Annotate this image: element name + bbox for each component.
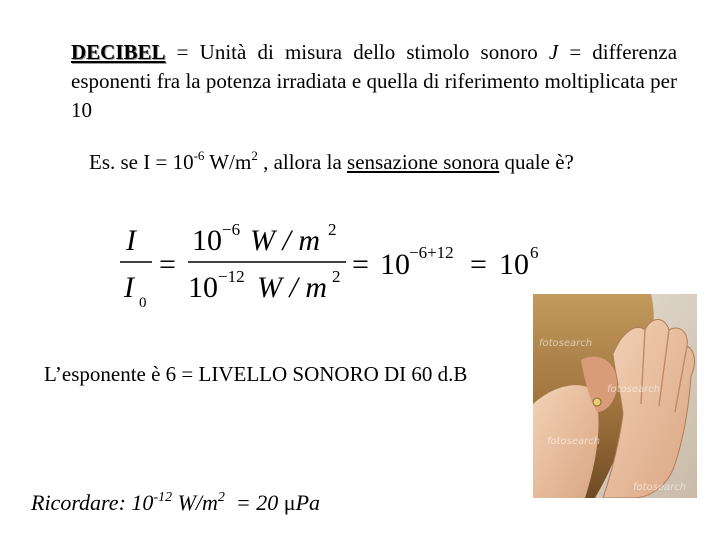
intensity-ratio-equation xyxy=(112,212,562,312)
eq-num-unit: W / m xyxy=(250,224,320,257)
eq-equals-2: = xyxy=(352,248,369,281)
eq-denominator-i: I xyxy=(124,271,134,304)
eq-num-base: 10 xyxy=(192,224,222,257)
example-unit-exponent: 2 xyxy=(251,148,258,163)
eq-den-base: 10 xyxy=(188,271,218,304)
earring xyxy=(593,398,601,406)
eq-num-exponent: −6 xyxy=(222,220,241,239)
definition-variable-j: J xyxy=(548,40,559,64)
example-question xyxy=(89,150,574,175)
example-exponent: -6 xyxy=(193,148,205,163)
definition-text-start: Unità di misura dello stimolo sonoro xyxy=(199,40,549,64)
eq-num-unit-exp: 2 xyxy=(328,220,337,239)
eq-result1-exponent: −6+12 xyxy=(409,243,454,262)
eq-den-unit-exp: 2 xyxy=(332,267,341,286)
definition-text-end: = differenza esponenti fra la potenza irradiata e quella di riferimento moltiplicata per 10 xyxy=(71,40,678,122)
eq-result2-base: 10 xyxy=(499,248,529,281)
watermark-4: fotosearch xyxy=(633,482,687,493)
decibel-term: DECIBEL xyxy=(71,40,166,64)
eq-equals-1: = xyxy=(159,248,176,281)
remember-unit-exponent: 2 xyxy=(217,490,225,505)
remember-unit: W/m xyxy=(172,490,218,515)
eq-result2-exponent: 6 xyxy=(530,243,539,262)
woman-listening-photo xyxy=(533,294,697,498)
remember-pascal-unit: Pa xyxy=(295,490,321,515)
remember-note xyxy=(31,490,320,516)
eq-den-exponent: −12 xyxy=(218,267,245,286)
example-underlined-term: sensazione sonora xyxy=(347,150,500,174)
remember-mu: μ xyxy=(283,490,296,515)
example-prefix: Es. se I = 10 xyxy=(89,150,194,174)
eq-result1-base: 10 xyxy=(380,248,410,281)
watermark-3: fotosearch xyxy=(547,436,601,447)
example-middle: , allora la xyxy=(257,150,348,174)
watermark-1: fotosearch xyxy=(539,338,593,349)
example-unit: W/m xyxy=(204,150,252,174)
decibel-definition xyxy=(71,38,677,125)
watermark-2: fotosearch xyxy=(607,384,661,395)
remember-prefix: Ricordare: 10 xyxy=(31,490,154,515)
eq-numerator-i: I xyxy=(126,224,136,257)
eq-denominator-subscript: 0 xyxy=(139,295,147,311)
remember-exponent: -12 xyxy=(153,490,173,505)
remember-value: = 20 xyxy=(224,490,284,515)
conclusion-text: L’esponente è 6 = LIVELLO SONORO DI 60 d.B xyxy=(44,362,468,386)
example-suffix: quale è? xyxy=(499,150,574,174)
eq-equals-3: = xyxy=(470,248,487,281)
eq-den-unit: W / m xyxy=(257,271,327,304)
definition-equals: = xyxy=(165,40,200,64)
woman-cupping-ear-image xyxy=(533,294,697,498)
